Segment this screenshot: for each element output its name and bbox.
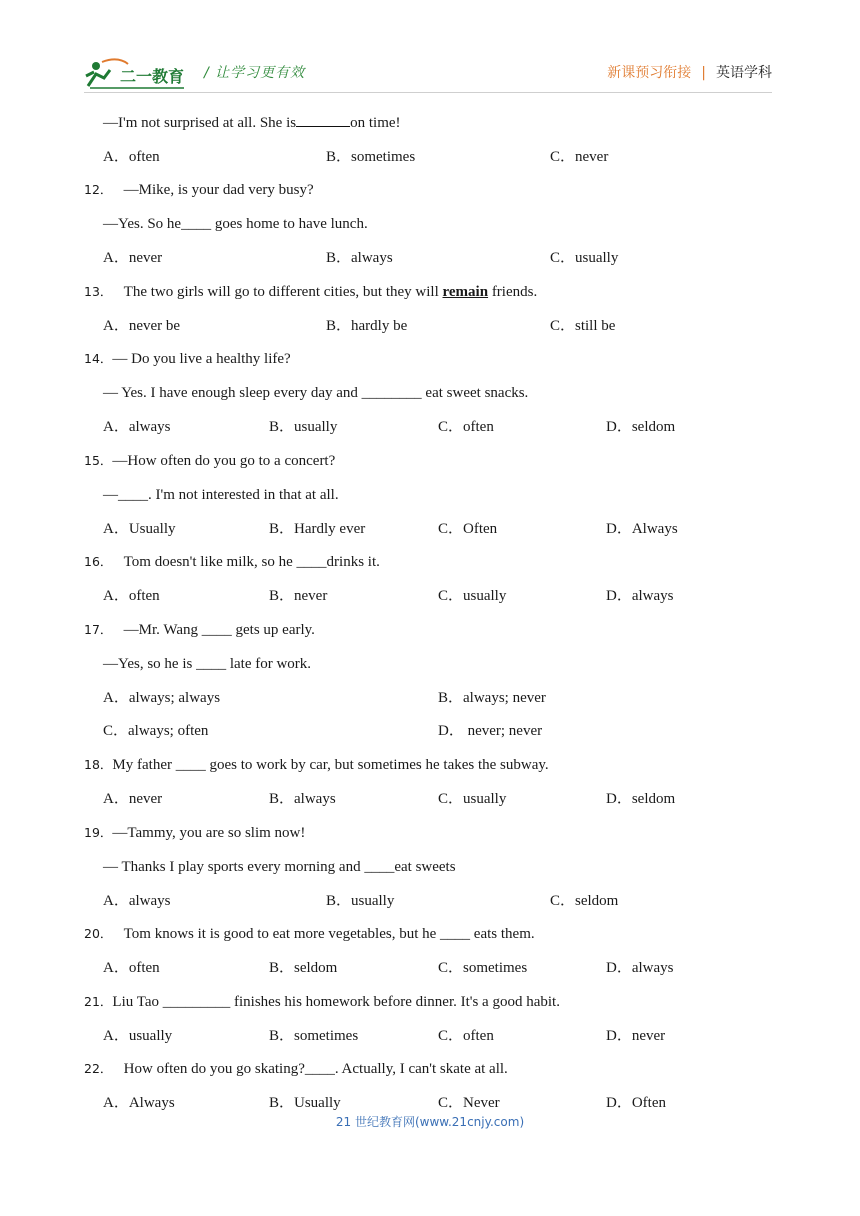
q22-option-b[interactable]: B．Usually (269, 1095, 341, 1111)
q15-line-1: 15．—How often do you go to a concert? (84, 453, 336, 469)
q19-line-1: 19．—Tammy, you are so slim now! (84, 825, 306, 841)
q14-line-1: 14．— Do you live a healthy life? (84, 351, 291, 367)
q18-option-c[interactable]: C．usually (438, 791, 507, 807)
q13-option-c[interactable]: C．still be (550, 318, 616, 334)
page-footer: 21 世纪教育网(www.21cnjy.com) (335, 1115, 525, 1129)
q12-line-2: —Yes. So he____ goes home to have lunch. (103, 216, 368, 232)
q20-option-a[interactable]: A．often (103, 960, 160, 976)
q14-option-d[interactable]: D．seldom (606, 419, 676, 435)
q13-option-b[interactable]: B．hardly be (326, 318, 408, 334)
course-tag: 新课预习衔接 (607, 65, 692, 81)
q19-option-a[interactable]: A．always (103, 893, 171, 909)
q15-option-c[interactable]: C．Often (438, 521, 498, 537)
q17-option-b[interactable]: B．always; never (438, 690, 546, 706)
q16-option-b[interactable]: B．never (269, 588, 328, 604)
q21-option-c[interactable]: C．often (438, 1028, 494, 1044)
q12-option-a[interactable]: A．never (103, 250, 163, 266)
q14-option-b[interactable]: B．usually (269, 419, 338, 435)
q19-option-b[interactable]: B．usually (326, 893, 395, 909)
logo-icon (84, 56, 196, 90)
q14-option-a[interactable]: A．always (103, 419, 171, 435)
q14-line-2: — Yes. I have enough sleep every day and ________ eat sweet snacks. (103, 385, 529, 401)
q11-option-c[interactable]: C．never (550, 149, 609, 165)
q19-line-2: — Thanks I play sports every morning and ____eat sweets (103, 859, 456, 875)
q22-option-d[interactable]: D．Often (606, 1095, 666, 1111)
q21-option-a[interactable]: A．usually (103, 1028, 173, 1044)
q15-option-b[interactable]: B．Hardly ever (269, 521, 366, 537)
q18-option-b[interactable]: B．always (269, 791, 336, 807)
q21-option-d[interactable]: D．never (606, 1028, 666, 1044)
subject-tag: 英语学科 (716, 65, 772, 81)
slogan: / 让学习更有效 (204, 65, 306, 81)
q14-option-c[interactable]: C．often (438, 419, 494, 435)
q18-line-1: 18．My father ____ goes to work by car, but sometimes he takes the subway. (84, 757, 549, 773)
q17-option-a[interactable]: A．always; always (103, 690, 221, 706)
q22-option-a[interactable]: A．Always (103, 1095, 175, 1111)
q16-option-c[interactable]: C．usually (438, 588, 507, 604)
q15-option-d[interactable]: D．Always (606, 521, 678, 537)
q12-option-c[interactable]: C．usually (550, 250, 619, 266)
header-tags: 新课预习衔接 | 英语学科 (607, 65, 772, 81)
q11-option-b[interactable]: B．sometimes (326, 149, 416, 165)
q18-option-a[interactable]: A．never (103, 791, 163, 807)
q12-line-1: 12． —Mike, is your dad very busy? (84, 182, 314, 198)
q20-option-c[interactable]: C．sometimes (438, 960, 528, 976)
svg-text:二一教育: 二一教育 (120, 67, 185, 86)
q22-line-1: 22． How often do you go skating?____. Actually, I can't skate at all. (84, 1061, 508, 1077)
q16-line-1: 16． Tom doesn't like milk, so he ____drinks it. (84, 554, 380, 570)
q17-line-1: 17． —Mr. Wang ____ gets up early. (84, 622, 315, 638)
q21-line-1: 21．Liu Tao _________ finishes his homework before dinner. It's a good habit. (84, 994, 560, 1010)
page-header (0, 0, 860, 100)
q17-option-c[interactable]: C．always; often (103, 723, 209, 739)
q17-option-d[interactable]: D． never; never (438, 723, 543, 739)
header-divider (84, 92, 772, 93)
q20-line-1: 20． Tom knows it is good to eat more vegetables, but he ____ eats them. (84, 926, 535, 942)
q11-line-1: —I'm not surprised at all. She is on time! (103, 115, 401, 131)
q20-option-d[interactable]: D．always (606, 960, 674, 976)
q16-option-a[interactable]: A．often (103, 588, 160, 604)
q11-option-a[interactable]: A．often (103, 149, 160, 165)
q15-option-a[interactable]: A．Usually (103, 521, 176, 537)
q21-option-b[interactable]: B．sometimes (269, 1028, 359, 1044)
q18-option-d[interactable]: D．seldom (606, 791, 676, 807)
q15-line-2: —____. I'm not interested in that at all. (103, 487, 339, 503)
q22-option-c[interactable]: C．Never (438, 1095, 500, 1111)
q16-option-d[interactable]: D．always (606, 588, 674, 604)
q17-line-2: —Yes, so he is ____ late for work. (103, 656, 312, 672)
q19-option-c[interactable]: C．seldom (550, 893, 619, 909)
q13-line-1: 13． The two girls will go to different cities, but they will remain friends. (84, 284, 538, 300)
q13-option-a[interactable]: A．never be (103, 318, 181, 334)
q20-option-b[interactable]: B．seldom (269, 960, 338, 976)
q12-option-b[interactable]: B．always (326, 250, 393, 266)
